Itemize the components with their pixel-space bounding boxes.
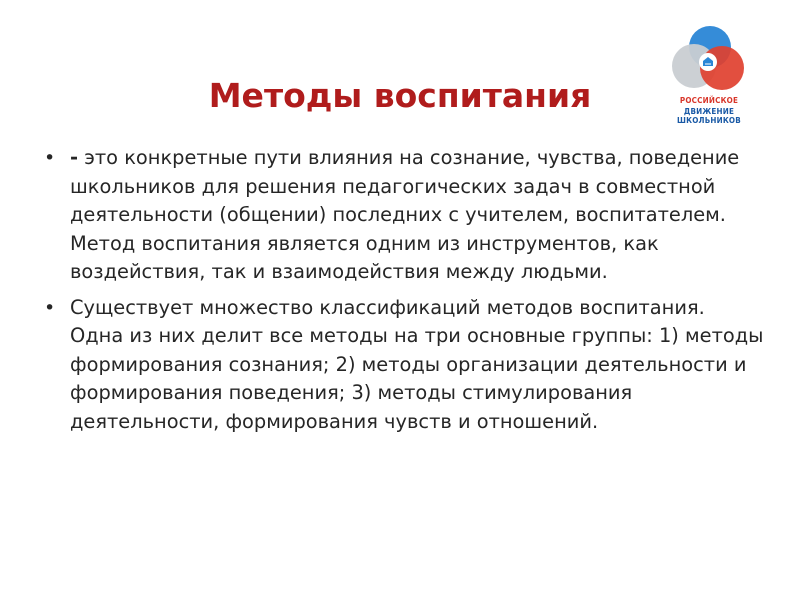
bullet-marker: • (44, 296, 56, 319)
bullet-item-definition (44, 144, 764, 287)
bullet-dash: - (70, 146, 79, 169)
bullet-item-classification (44, 294, 764, 437)
bullet-text-definition: это конкретные пути влияния на сознание, чувства, поведение школьников для решения педагогических задач в совместной деятельности (общении) последних с учителем, воспитателем. Метод воспитания является одним из инструментов, как воздействия, так и взаимодействия между людьми. (70, 146, 740, 283)
logo-line-1: РОССИЙСКОЕ (679, 96, 739, 105)
bullet-marker: • (44, 147, 56, 169)
bullet-list (44, 144, 764, 443)
bullet-text-classification: Существует множество классификаций методов воспитания. Одна из них делит все методы на три основные группы: 1) методы формирования сознания; 2) методы организации деятельности и формирования поведения; 3) методы стимулирования деятельности, формирования чувств и отношений. (70, 295, 764, 433)
logo-line-2: ДВИЖЕНИЕ ШКОЛЬНИКОВ (677, 107, 741, 125)
slide-title: Методы воспитания (208, 76, 592, 115)
